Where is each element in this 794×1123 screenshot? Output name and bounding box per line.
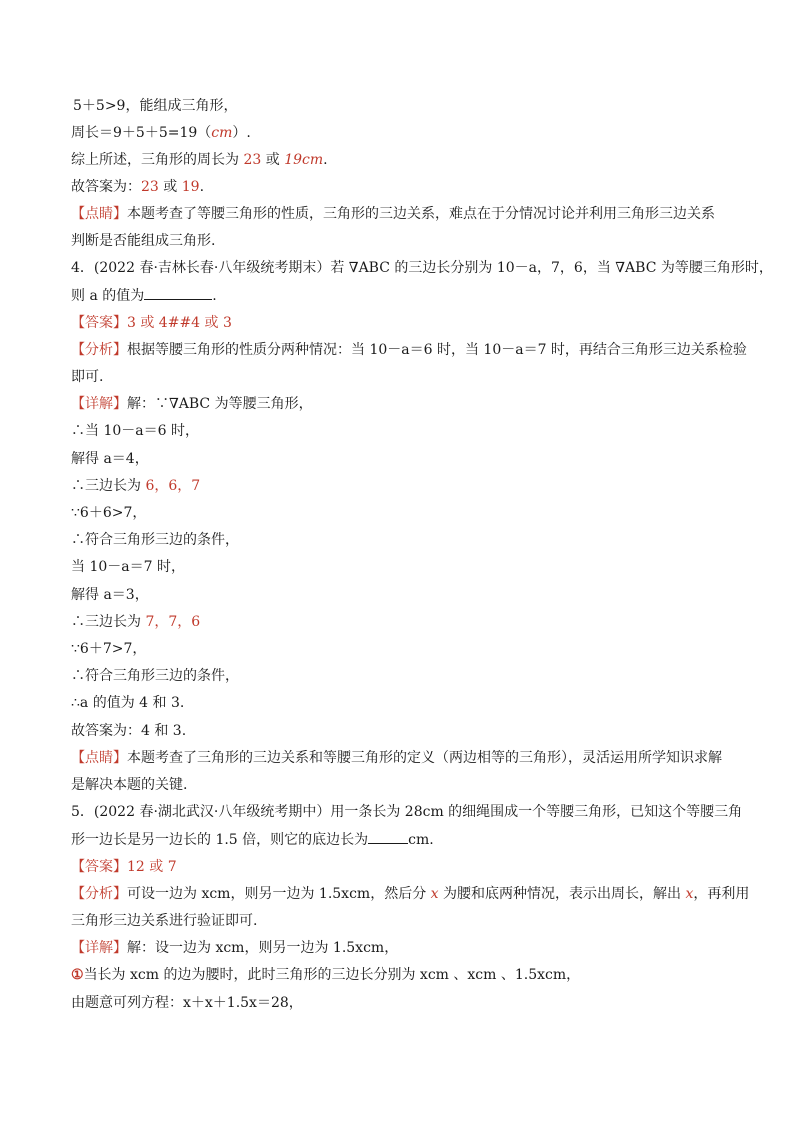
text-line	[71, 993, 303, 1013]
section-label: 【详解】	[71, 940, 127, 956]
answer-blank	[144, 285, 212, 300]
text: ∴符合三角形三边的条件，	[71, 668, 239, 684]
text: 是解决本题的关键.	[71, 777, 188, 793]
text: ∴a 的值为 4 和 3.	[71, 695, 185, 711]
text-line	[71, 177, 204, 197]
variable: x	[430, 886, 439, 902]
text: 故答案为：4 和 3.	[71, 723, 187, 739]
text: ∴符合三角形三边的条件，	[71, 532, 239, 548]
text-line	[71, 557, 185, 577]
text: ∴当 10－a＝6 时，	[71, 423, 199, 439]
text: ∴三边长为	[71, 478, 146, 494]
text-line	[71, 503, 146, 523]
section-label: 【点睛】	[71, 206, 127, 222]
text: 解得 a＝4，	[71, 451, 149, 467]
answer-value: 3 或 4##4 或 3	[127, 315, 232, 331]
variable: x	[685, 886, 694, 902]
text-line	[71, 612, 200, 632]
question-heading	[71, 802, 742, 822]
text: 5．(2022 春·湖北武汉·八年级统考期中）用一条长为 28cm 的细绳围成一个等腰三角形，已知这个等腰三角	[71, 804, 743, 820]
answer-value: 23	[141, 179, 159, 195]
text: 可设一边为 xcm，则另一边为 1.5xcm，然后分	[127, 886, 431, 902]
text-line	[71, 938, 398, 958]
unit-text: cm	[211, 125, 233, 141]
text-line	[71, 285, 217, 305]
text-line	[71, 123, 251, 143]
text: 三角形三边关系进行验证即可.	[71, 913, 258, 929]
question-heading	[71, 258, 773, 278]
text: ）.	[232, 125, 251, 141]
text: 当长为 xcm 的边为腰时，此时三角形的三边长分别为 xcm 、xcm 、1.5xcm，	[83, 967, 581, 983]
text-line	[71, 421, 199, 441]
section-label: 【答案】	[71, 315, 127, 331]
text-line	[71, 449, 149, 469]
answer-value: 19	[181, 179, 200, 195]
text-line	[71, 394, 313, 414]
text: cm.	[408, 832, 434, 848]
text-line	[71, 585, 149, 605]
text: 5＋5>9，能组成三角形，	[73, 98, 238, 114]
text: .	[323, 152, 328, 168]
text-line	[71, 476, 200, 496]
text: ∵6＋7>7，	[71, 641, 147, 657]
answer-value: 19cm	[284, 152, 324, 168]
answer-value: 12 或 7	[127, 859, 177, 875]
text-line	[71, 231, 215, 251]
circled-number: ①	[71, 967, 84, 983]
text-line	[71, 911, 257, 931]
text-line	[71, 884, 749, 904]
text: ，再利用	[693, 886, 750, 902]
text: 即可.	[71, 369, 104, 385]
text: 故答案为：	[71, 179, 141, 195]
text-line	[71, 367, 103, 387]
text-line	[71, 721, 186, 741]
answer-blank	[368, 829, 408, 844]
answer-value: 6，6，7	[145, 478, 201, 494]
text-line	[71, 313, 232, 333]
text: 4．(2022 春·吉林长春·八年级统考期末）若 ∇ABC 的三边长分别为 10－a，7，6，当 ∇ABC 为等腰三角形时，	[71, 260, 773, 276]
answer-value: 7，7，6	[145, 614, 201, 630]
section-label: 【分析】	[71, 342, 127, 358]
answer-value: 23	[243, 152, 262, 168]
text: 根据等腰三角形的性质分两种情况：当 10－a＝6 时，当 10－a＝7 时，再结合三角形三边关系检验	[127, 342, 747, 358]
text: 形一边长是另一边长的 1.5 倍，则它的底边长为	[71, 832, 369, 848]
text: 综上所述，三角形的周长为	[71, 152, 244, 168]
text: 周长＝9＋5＋5=19（	[71, 125, 212, 141]
text: 解得 a＝3，	[71, 587, 149, 603]
text-line	[71, 693, 184, 713]
text: 本题考查了三角形的三边关系和等腰三角形的定义（两边相等的三角形），灵活运用所学知识求解	[127, 750, 722, 766]
text: 当 10－a＝7 时，	[71, 559, 185, 575]
text: 解：∵∇ABC 为等腰三角形，	[127, 396, 313, 412]
text-line	[71, 829, 434, 849]
text: 由题意可列方程：x＋x＋1.5x＝28，	[71, 995, 303, 1011]
text: 本题考查了等腰三角形的性质，三角形的三边关系，难点在于分情况讨论并利用三角形三边关系	[127, 206, 715, 222]
text-line	[71, 857, 177, 877]
text-line	[71, 530, 239, 550]
text: 解：设一边为 xcm，则另一边为 1.5xcm，	[127, 940, 399, 956]
section-label: 【详解】	[71, 396, 127, 412]
text: 或	[158, 179, 182, 195]
text-line	[71, 748, 722, 768]
section-label: 【分析】	[71, 886, 127, 902]
text: ∵6＋6>7，	[71, 505, 147, 521]
text: 为腰和底两种情况，表示出周长，解出	[438, 886, 686, 902]
text-line	[73, 96, 237, 116]
text-line	[71, 775, 187, 795]
text: ∴三边长为	[71, 614, 146, 630]
text: .	[212, 288, 217, 304]
text-line	[71, 150, 328, 170]
section-label: 【答案】	[71, 859, 127, 875]
section-label: 【点睛】	[71, 750, 127, 766]
text-line	[71, 204, 715, 224]
text: 或	[261, 152, 285, 168]
text-line	[71, 965, 580, 985]
text-line	[71, 666, 239, 686]
text: 则 a 的值为	[71, 288, 145, 304]
text: 判断是否能组成三角形.	[71, 233, 216, 249]
text: .	[199, 179, 205, 195]
text-line	[71, 340, 747, 360]
text-line	[71, 639, 146, 659]
